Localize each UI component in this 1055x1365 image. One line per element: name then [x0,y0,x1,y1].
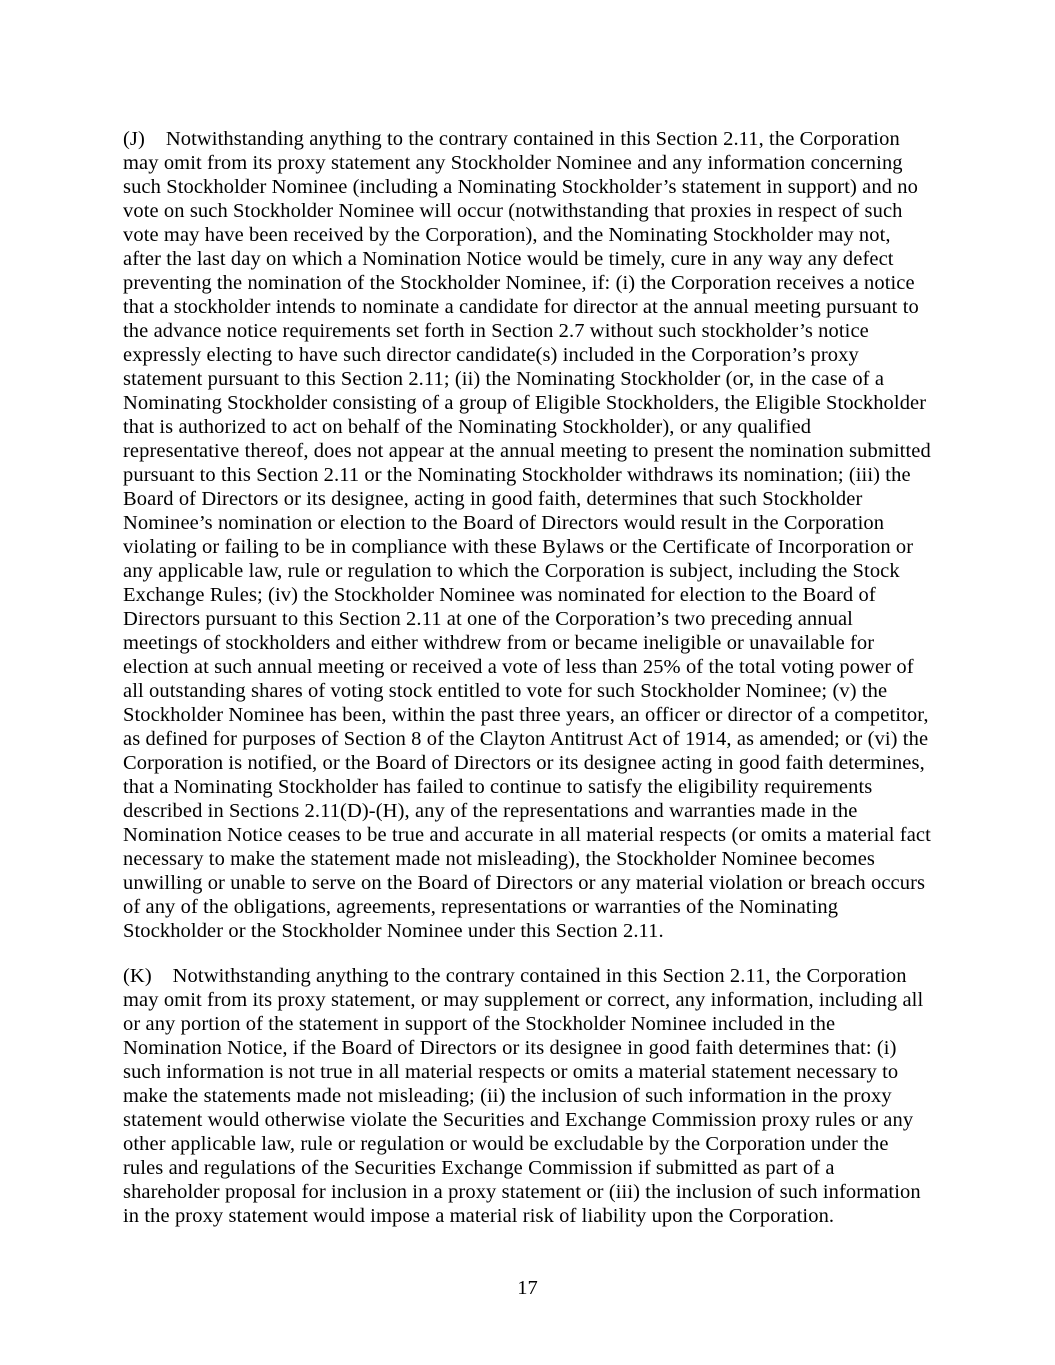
text-line: election at such annual meeting or received a vote of less than 25% of the total voting power of [123,656,914,678]
text-line: all outstanding shares of voting stock entitled to vote for such Stockholder Nominee; (v) the [123,680,888,702]
text-line: Exchange Rules; (iv) the Stockholder Nominee was nominated for election to the Board of [123,584,876,606]
text-line: expressly electing to have such director candidate(s) included in the Corporation’s proxy [123,344,859,366]
text-line: statement pursuant to this Section 2.11; (ii) the Nominating Stockholder (or, in the case of a [123,368,885,390]
text-line: or any portion of the statement in support of the Stockholder Nominee included in the [123,1013,836,1035]
text-line: Stockholder or the Stockholder Nominee under this Section 2.11. [123,920,664,942]
paragraph-K [123,964,955,1228]
text-line: make the statements made not misleading; (ii) the inclusion of such information in the proxy [123,1085,892,1107]
text-line: Directors pursuant to this Section 2.11 at one of the Corporation’s two preceding annual [123,608,853,630]
text-line: necessary to make the statement made not misleading), the Stockholder Nominee becomes [123,848,875,870]
text-line: unwilling or unable to serve on the Board of Directors or any material violation or breach occurs [123,872,926,894]
text-line: Stockholder Nominee has been, within the past three years, an officer or director of a competitor, [123,704,929,726]
text-line: rules and regulations of the Securities Exchange Commission if submitted as part of a [123,1157,835,1179]
text-line: (J) Notwithstanding anything to the contrary contained in this Section 2.11, the Corporation [123,128,900,150]
text-line: described in Sections 2.11(D)-(H), any of the representations and warranties made in the [123,800,858,822]
text-line: that is authorized to act on behalf of the Nominating Stockholder), or any qualified [123,416,812,438]
text-line: Nominee’s nomination or election to the Board of Directors would result in the Corporation [123,512,885,534]
text-line: as defined for purposes of Section 8 of the Clayton Antitrust Act of 1914, as amended; or (vi) the [123,728,929,750]
text-line: may omit from its proxy statement any Stockholder Nominee and any information concerning [123,152,903,174]
text-line: pursuant to this Section 2.11 or the Nominating Stockholder withdraws its nomination; (iii) the [123,464,911,486]
text-line: vote on such Stockholder Nominee will occur (notwithstanding that proxies in respect of such [123,200,903,222]
text-line: preventing the nomination of the Stockholder Nominee, if: (i) the Corporation receives a notice [123,272,915,294]
text-line: statement would otherwise violate the Securities and Exchange Commission proxy rules or any [123,1109,914,1131]
text-line: Nomination Notice, if the Board of Directors or its designee in good faith determines that: (i) [123,1037,897,1059]
text-line: other applicable law, rule or regulation or would be excludable by the Corporation under the [123,1133,889,1155]
text-line: in the proxy statement would impose a material risk of liability upon the Corporation. [123,1205,835,1227]
text-line: violating or failing to be in compliance with these Bylaws or the Certificate of Incorporation or [123,536,914,558]
text-line: vote may have been received by the Corporation), and the Nominating Stockholder may not, [123,224,891,246]
text-line: the advance notice requirements set forth in Section 2.7 without such stockholder’s notice [123,320,869,342]
paragraph-J [123,127,955,943]
text-line: such information is not true in all material respects or omits a material statement necessary to [123,1061,899,1083]
page-number: 17 [517,1277,538,1299]
text-line: Corporation is notified, or the Board of Directors or its designee acting in good faith determines, [123,752,925,774]
text-line: shareholder proposal for inclusion in a proxy statement or (iii) the inclusion of such information [123,1181,921,1203]
text-line: representative thereof, does not appear at the annual meeting to present the nomination submitted [123,440,931,462]
text-line: Nomination Notice ceases to be true and accurate in all material respects (or omits a material fact [123,824,931,846]
text-line: after the last day on which a Nomination Notice would be timely, cure in any way any defect [123,248,894,270]
text-line: (K) Notwithstanding anything to the contrary contained in this Section 2.11, the Corporation [123,965,907,987]
document-body [123,127,955,1228]
text-line: Nominating Stockholder consisting of a group of Eligible Stockholders, the Eligible Stockholder [123,392,927,414]
text-line: Board of Directors or its designee, acting in good faith, determines that such Stockholder [123,488,863,510]
text-line: meetings of stockholders and either withdrew from or became ineligible or unavailable for [123,632,875,654]
text-line: that a Nominating Stockholder has failed to continue to satisfy the eligibility requirements [123,776,873,798]
text-line: of any of the obligations, agreements, representations or warranties of the Nominating [123,896,839,918]
text-line: any applicable law, rule or regulation to which the Corporation is subject, including the Stock [123,560,900,582]
text-line: such Stockholder Nominee (including a Nominating Stockholder’s statement in support) and no [123,176,918,198]
text-line: that a stockholder intends to nominate a candidate for director at the annual meeting pursuant to [123,296,919,318]
text-line: may omit from its proxy statement, or may supplement or correct, any information, including all [123,989,924,1011]
